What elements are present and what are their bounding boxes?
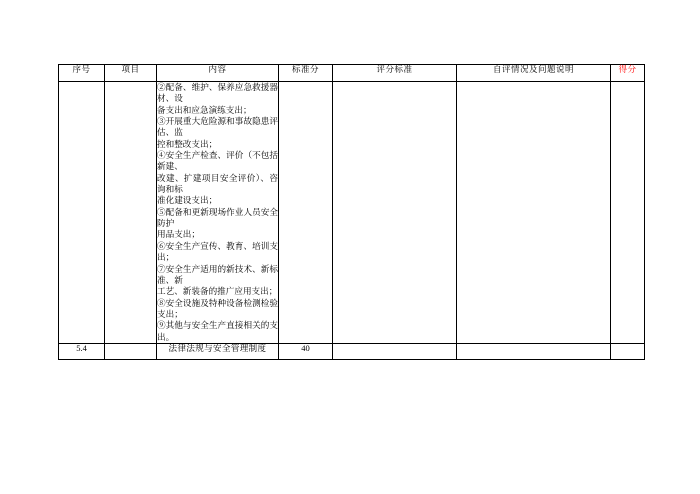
header-criteria: 评分标准 (333, 65, 457, 82)
cell-standard-score: 40 (279, 343, 333, 359)
content-line: ②配备、维护、保养应急救援器材、设 (157, 82, 278, 104)
content-line: 改建、扩建项目安全评价）、咨询和标 (157, 172, 278, 195)
cell-standard-score (279, 82, 333, 344)
cell-criteria (333, 82, 457, 344)
cell-content: 法律法规与安全管理制度 (157, 343, 279, 359)
header-score: 得分 (611, 65, 645, 82)
header-self-evaluation: 自评情况及问题说明 (457, 65, 611, 82)
header-item: 项目 (105, 65, 157, 82)
content-line: 用品支出； (157, 229, 200, 240)
evaluation-table (58, 64, 645, 360)
header-standard-score: 标准分 (279, 65, 333, 82)
cell-self-evaluation (457, 343, 611, 359)
cell-criteria (333, 343, 457, 359)
cell-self-evaluation (457, 82, 611, 344)
cell-item (105, 343, 157, 359)
cell-score (611, 343, 645, 359)
cell-score (611, 82, 645, 344)
content-line: 工艺、新装备的推广应用支出； (157, 286, 278, 297)
content-line: 准化建设支出； (157, 195, 218, 206)
header-seq: 序号 (59, 65, 105, 82)
table-row (59, 82, 645, 344)
cell-item (105, 82, 157, 344)
cell-content (157, 82, 279, 344)
content-line: ⑤配备和更新现场作业人员安全防护 (157, 206, 278, 229)
cell-seq (59, 82, 105, 344)
cell-seq: 5.4 (59, 343, 105, 359)
content-line: ⑥安全生产宣传、教育、培训支出； (157, 240, 278, 263)
content-line: ⑧安全设施及特种设备检测检验支出； (157, 297, 278, 319)
content-line: ⑨其他与安全生产直接相关的支出。 (157, 320, 278, 342)
table-header-row (59, 65, 645, 82)
content-line: ③开展重大危险源和事故隐患评估、监 (157, 116, 278, 138)
header-content: 内容 (157, 65, 279, 82)
content-line: ④安全生产检查、评价（不包括新建、 (157, 150, 278, 172)
content-line: 控和整改支出； (157, 138, 218, 149)
content-line: 备支出和应急演练支出； (157, 104, 252, 115)
table-row (59, 343, 645, 359)
content-line: ⑦安全生产适用的新技术、新标准、新 (157, 263, 278, 285)
